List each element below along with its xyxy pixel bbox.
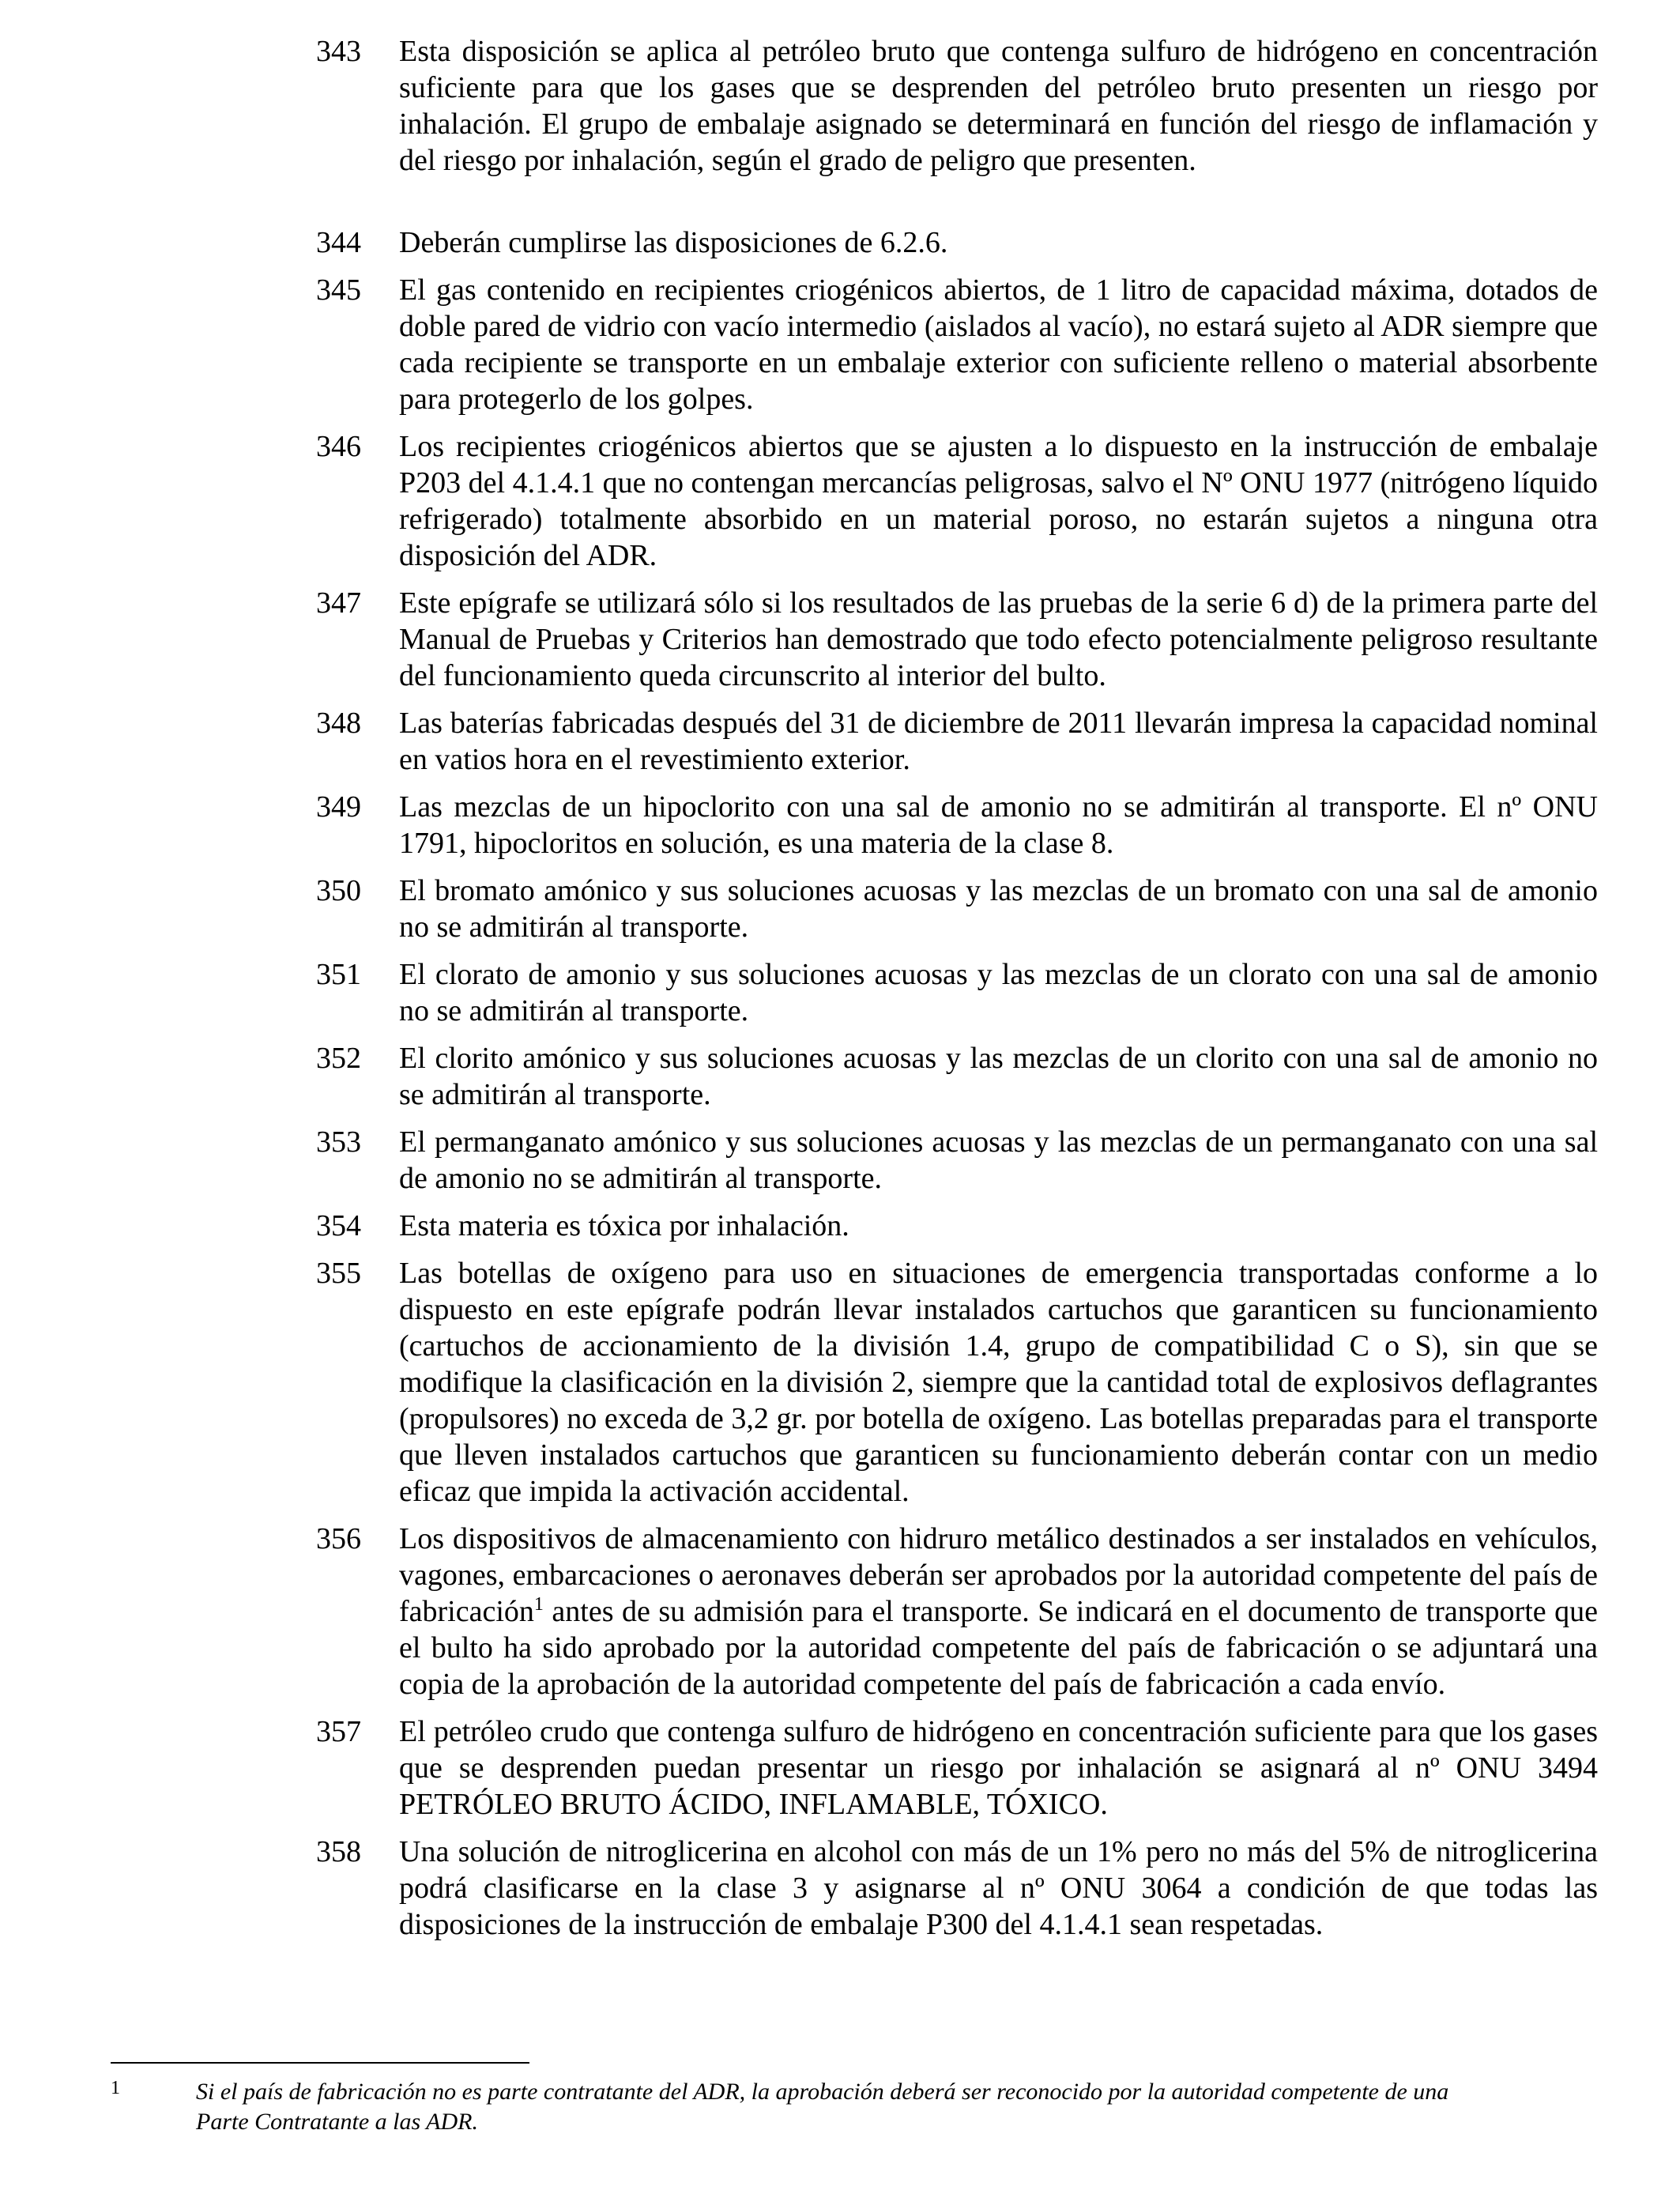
provision-number: 347 (316, 586, 361, 620)
provision-344 (316, 224, 1598, 261)
provision-346 (316, 428, 1598, 574)
provision-text: Las mezclas de un hipoclorito con una sal de amonio no se admitirán al transporte. El nº ONU 1791, hipocloritos en solución, es una materia de la clase 8. (399, 790, 1598, 860)
provision-number: 355 (316, 1257, 361, 1290)
provision-text: Esta disposición se aplica al petróleo bruto que contenga sulfuro de hidrógeno en concentración suficiente para que los gases que se desprenden del petróleo bruto presenten un riesgo por inhalación. El grupo de embalaje asignado se determinará en función del riesgo de inflamación y del riesgo por inhalación, según el grado de peligro que presenten. (399, 35, 1598, 177)
provision-text: El gas contenido en recipientes criogénicos abiertos, de 1 litro de capacidad máxima, dotados de doble pared de vidrio con vacío intermedio (aislados al vacío), no estará sujeto al ADR siempre que cada recipiente se transporte en un embalaje exterior con suficiente relleno o material absorbente para protegerlo de los golpes. (399, 273, 1598, 416)
provision-number: 346 (316, 430, 361, 463)
provision-348 (316, 705, 1598, 778)
provision-number: 358 (316, 1835, 361, 1868)
provision-349 (316, 789, 1598, 861)
provision-text: Una solución de nitroglicerina en alcohol con más de un 1% pero no más del 5% de nitroglicerina podrá clasificarse en la clase 3 y asignarse al nº ONU 3064 a condición de que todas las disposiciones de la instrucción de embalaje P300 del 4.1.4.1 sean respetadas. (399, 1835, 1598, 1941)
provision-number: 344 (316, 226, 361, 259)
provision-number: 351 (316, 958, 361, 991)
provision-350 (316, 873, 1598, 945)
provision-number: 353 (316, 1125, 361, 1159)
footnote (111, 2077, 1501, 2137)
special-provisions-list (316, 33, 1598, 1954)
provision-356 (316, 1521, 1598, 1702)
provision-text: Este epígrafe se utilizará sólo si los resultados de las pruebas de la serie 6 d) de la primera parte del Manual de Pruebas y Criterios han demostrado que todo efecto potencialmente peligroso resultante del funcionamiento queda circunscrito al interior del bulto. (399, 586, 1598, 692)
provision-353 (316, 1124, 1598, 1197)
provision-number: 343 (316, 35, 361, 68)
provision-number: 350 (316, 874, 361, 907)
provision-number: 352 (316, 1042, 361, 1075)
provision-text (399, 1521, 1598, 1702)
provision-text: El clorito amónico y sus soluciones acuosas y las mezclas de un clorito con una sal de amonio no se admitirán al transporte. (399, 1042, 1598, 1111)
provision-354 (316, 1208, 1598, 1244)
provision-text: El clorato de amonio y sus soluciones acuosas y las mezclas de un clorato con una sal de amonio no se admitirán al transporte. (399, 958, 1598, 1027)
provision-number: 357 (316, 1715, 361, 1748)
provision-number: 348 (316, 707, 361, 740)
provision-text: Esta materia es tóxica por inhalación. (399, 1209, 849, 1242)
provision-number: 354 (316, 1209, 361, 1242)
provision-text: El bromato amónico y sus soluciones acuosas y las mezclas de un bromato con una sal de amonio no se admitirán al transporte. (399, 874, 1598, 944)
provision-352 (316, 1040, 1598, 1113)
provision-text: El permanganato amónico y sus soluciones acuosas y las mezclas de un permanganato con una sal de amonio no se admitirán al transporte. (399, 1125, 1598, 1195)
provision-text: Los recipientes criogénicos abiertos que se ajusten a lo dispuesto en la instrucción de embalaje P203 del 4.1.4.1 que no contengan mercancías peligrosas, salvo el Nº ONU 1977 (nitrógeno líquido refrigerado) totalmente absorbido en un material poroso, no estarán sujetos a ninguna otra disposición del ADR. (399, 430, 1598, 572)
footnote-number: 1 (111, 2078, 120, 2098)
provision-text: El petróleo crudo que contenga sulfuro de hidrógeno en concentración suficiente para que los gases que se desprenden puedan presentar un riesgo por inhalación se asignará al nº ONU 3494 PETRÓLEO BRUTO ÁCIDO, INFLAMABLE, TÓXICO. (399, 1715, 1598, 1821)
provision-351 (316, 956, 1598, 1029)
provision-number: 349 (316, 790, 361, 824)
footnote-reference[interactable]: 1 (533, 1594, 544, 1615)
provision-text: Deberán cumplirse las disposiciones de 6.2.6. (399, 226, 948, 259)
provision-text: Las baterías fabricadas después del 31 de diciembre de 2011 llevarán impresa la capacidad nominal en vatios hora en el revestimiento exterior. (399, 707, 1598, 776)
provision-number: 356 (316, 1522, 361, 1555)
provision-text: Las botellas de oxígeno para uso en situaciones de emergencia transportadas conforme a lo dispuesto en este epígrafe podrán llevar instalados cartuchos que garanticen su funcionamiento (cartuchos de accionamiento de la división 1.4, grupo de compatibilidad C o S), sin que se modifique la clasificación en la división 2, siempre que la cantidad total de explosivos deflagrantes (propulsores) no exceda de 3,2 gr. por botella de oxígeno. Las botellas preparadas para el transporte que lleven instalados cartuchos que garanticen su funcionamiento deberán contar con un medio eficaz que impida la activación accidental. (399, 1257, 1598, 1508)
provision-357 (316, 1713, 1598, 1823)
provision-355 (316, 1255, 1598, 1510)
footnote-text: Si el país de fabricación no es parte contratante del ADR, la aprobación deberá ser reconocido por la autoridad competente de una Parte Contratante a las ADR. (196, 2079, 1449, 2135)
provision-text-part: Los dispositivos de almacenamiento con hidruro metálico destinados a ser instalados en vehículos, vagones, embarcaciones o aeronaves deberán ser aprobados por la autoridad competente del país de fabricación (399, 1522, 1598, 1628)
provision-358 (316, 1834, 1598, 1943)
provision-345 (316, 272, 1598, 417)
provision-343 (316, 33, 1598, 179)
footnote-separator (111, 2062, 529, 2064)
provision-number: 345 (316, 273, 361, 307)
provision-text-part: antes de su admisión para el transporte. Se indicará en el documento de transporte que el bulto ha sido aprobado por la autoridad competente del país de fabricación o se adjuntará una copia de la aprobación de la autoridad competente del país de fabricación a cada envío. (399, 1595, 1598, 1701)
provision-347 (316, 585, 1598, 694)
